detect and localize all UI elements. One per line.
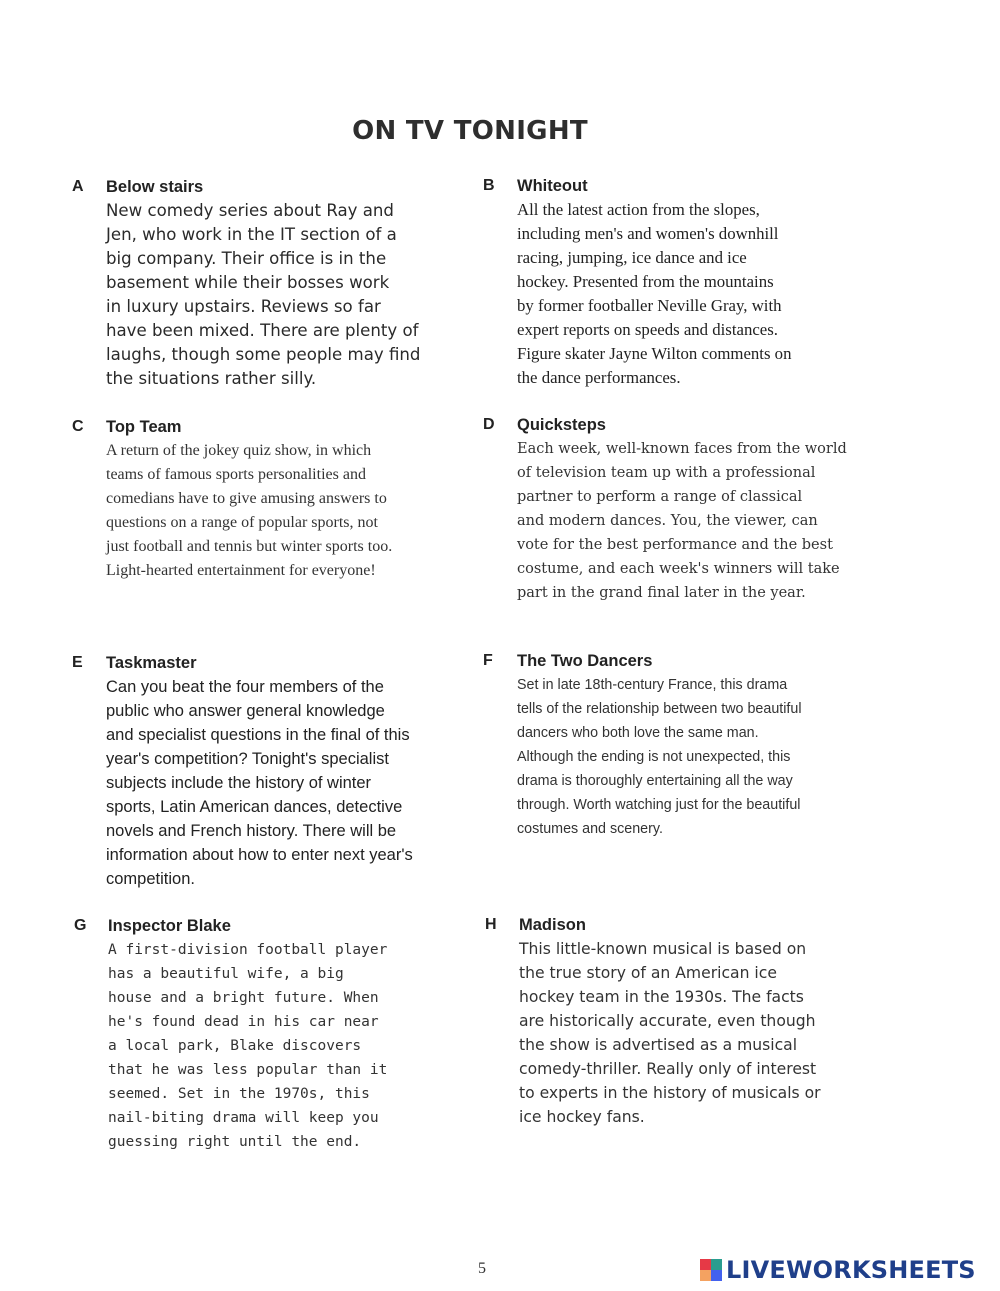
description-line: laughs, though some people may find — [106, 345, 421, 364]
description-line: ice hockey fans. — [519, 1108, 645, 1126]
programme-f — [483, 652, 883, 837]
programme-description — [106, 199, 420, 391]
description-line: This little-known musical is based on — [519, 940, 807, 958]
logo-square-orange — [700, 1270, 711, 1281]
description-line: he's found dead in his car near — [108, 1014, 379, 1030]
description-line: nail-biting drama will keep you — [108, 1110, 379, 1126]
programme-g — [74, 917, 474, 1150]
description-line: Jen, who work in the IT section of a — [106, 225, 397, 244]
description-line: A first-division football player — [108, 942, 388, 958]
description-line: hockey. Presented from the mountains — [517, 272, 774, 291]
description-line: part in the grand final later in the year. — [517, 585, 806, 601]
description-line: just football and tennis but winter sports too. — [106, 538, 393, 555]
programme-description — [519, 937, 821, 1129]
description-line: by former footballer Neville Gray, with — [517, 296, 782, 315]
programme-d — [483, 416, 883, 601]
programme-c — [72, 418, 472, 579]
description-line: subjects include the history of winter — [106, 774, 372, 792]
description-line: in luxury upstairs. Reviews so far — [106, 297, 381, 316]
description-line: Light-hearted entertainment for everyone! — [106, 562, 376, 579]
description-line: Can you beat the four members of the — [106, 678, 384, 696]
programme-description — [106, 439, 392, 583]
description-line: have been mixed. There are plenty of — [106, 321, 419, 340]
description-line: hockey team in the 1930s. The facts — [519, 988, 804, 1006]
description-line: year's competition? Tonight's specialist — [106, 750, 389, 768]
programme-e — [72, 654, 472, 888]
programme-name: Madison — [519, 916, 586, 934]
programme-description — [106, 675, 413, 891]
programme-letter: A — [72, 178, 84, 195]
description-line: the situations rather silly. — [106, 369, 317, 388]
description-line: comedians have to give amusing answers to — [106, 490, 387, 507]
description-line: the dance performances. — [517, 368, 681, 387]
page-number: 5 — [478, 1260, 486, 1277]
description-line: Figure skater Jayne Wilton comments on — [517, 344, 792, 363]
programme-description — [108, 938, 387, 1154]
programme-letter: D — [483, 416, 495, 433]
description-line: novels and French history. There will be — [106, 822, 397, 840]
description-line: the show is advertised as a musical — [519, 1036, 798, 1054]
description-line: Set in late 18th-century France, this drama — [517, 677, 788, 693]
description-line: All the latest action from the slopes, — [517, 200, 760, 219]
programme-name: Taskmaster — [106, 654, 197, 672]
programme-description — [517, 437, 847, 605]
description-line: public who answer general knowledge — [106, 702, 385, 720]
description-line: drama is thoroughly entertaining all the way — [517, 773, 793, 789]
programme-h — [485, 916, 885, 1126]
description-line: through. Worth watching just for the beautiful — [517, 797, 801, 813]
description-line: A return of the jokey quiz show, in which — [106, 442, 372, 459]
description-line: partner to perform a range of classical — [517, 489, 803, 505]
liveworksheets-brand[interactable] — [700, 1255, 976, 1285]
description-line: tells of the relationship between two beautiful — [517, 701, 802, 717]
description-line: costume, and each week's winners will take — [517, 561, 840, 577]
logo-square-red — [700, 1259, 711, 1270]
programme-name: Top Team — [106, 418, 182, 436]
programme-a — [72, 178, 472, 388]
brand-name: LIVEWORKSHEETS — [726, 1256, 976, 1284]
programme-letter: C — [72, 418, 84, 435]
description-line: competition. — [106, 870, 195, 888]
programme-letter: B — [483, 177, 495, 194]
description-line: sports, Latin American dances, detective — [106, 798, 403, 816]
description-line: has a beautiful wife, a big — [108, 966, 344, 982]
description-line: and modern dances. You, the viewer, can — [517, 513, 818, 529]
description-line: guessing right until the end. — [108, 1134, 362, 1150]
description-line: Each week, well-known faces from the world — [517, 441, 847, 457]
page-title: ON TV TONIGHT — [352, 116, 588, 146]
description-line: information about how to enter next year's — [106, 846, 413, 864]
logo-square-teal — [711, 1259, 722, 1270]
liveworksheets-logo-icon — [700, 1259, 722, 1281]
programme-letter: G — [74, 917, 87, 934]
description-line: racing, jumping, ice dance and ice — [517, 248, 747, 267]
programme-name: Inspector Blake — [108, 917, 231, 935]
description-line: New comedy series about Ray and — [106, 201, 394, 220]
description-line: the true story of an American ice — [519, 964, 777, 982]
description-line: a local park, Blake discovers — [108, 1038, 362, 1054]
programme-name: The Two Dancers — [517, 652, 653, 670]
programme-description — [517, 673, 802, 841]
description-line: dancers who both love the same man. — [517, 725, 759, 741]
programme-letter: F — [483, 652, 493, 669]
description-line: and specialist questions in the final of this — [106, 726, 410, 744]
programme-name: Below stairs — [106, 178, 204, 196]
programme-letter: E — [72, 654, 83, 671]
description-line: seemed. Set in the 1970s, this — [108, 1086, 370, 1102]
description-line: teams of famous sports personalities and — [106, 466, 366, 483]
description-line: comedy-thriller. Really only of interest — [519, 1060, 817, 1078]
description-line: house and a bright future. When — [108, 990, 379, 1006]
description-line: costumes and scenery. — [517, 821, 663, 837]
description-line: to experts in the history of musicals or — [519, 1084, 821, 1102]
description-line: are historically accurate, even though — [519, 1012, 816, 1030]
programme-description — [517, 198, 791, 390]
description-line: questions on a range of popular sports, not — [106, 514, 378, 531]
description-line: vote for the best performance and the best — [517, 537, 833, 553]
programme-name: Whiteout — [517, 177, 588, 195]
description-line: expert reports on speeds and distances. — [517, 320, 778, 339]
programme-b — [483, 177, 883, 387]
description-line: basement while their bosses work — [106, 273, 390, 292]
description-line: including men's and women's downhill — [517, 224, 779, 243]
programme-letter: H — [485, 916, 497, 933]
programme-name: Quicksteps — [517, 416, 606, 434]
description-line: Although the ending is not unexpected, this — [517, 749, 791, 765]
logo-square-blue — [711, 1270, 722, 1281]
description-line: that he was less popular than it — [108, 1062, 388, 1078]
description-line: of television team up with a professional — [517, 465, 816, 481]
description-line: big company. Their office is in the — [106, 249, 387, 268]
